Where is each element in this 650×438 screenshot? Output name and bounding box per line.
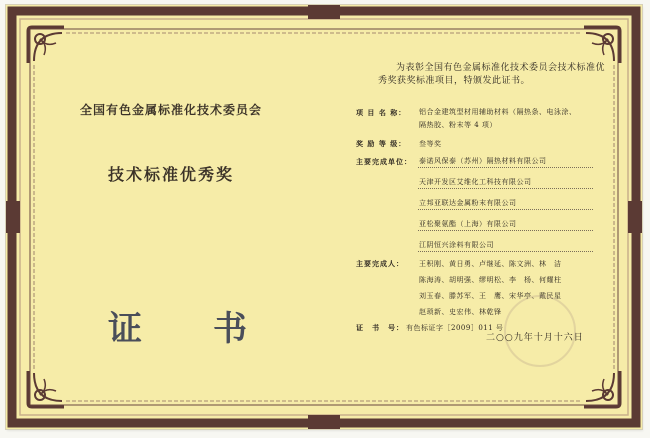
unit-item: 亚松聚氨酯（上海）有限公司	[419, 220, 517, 228]
award-title: 技术标准优秀奖	[107, 165, 234, 184]
unit-item: 天津开发区艾维化工科技有限公司	[419, 178, 532, 186]
corner-ornament-icon	[582, 25, 622, 65]
number-value: 有色标证字［2009］011 号	[406, 324, 504, 332]
corner-ornament-icon	[26, 369, 66, 409]
issue-date: 二○○九年十月十六日	[486, 333, 584, 343]
underline	[418, 209, 593, 210]
corner-ornament-icon	[582, 369, 622, 409]
project-line-1: 铝合金建筑型材用辅助材料（隔热条、电泳涂、	[419, 108, 577, 116]
number-label: 证 书 号：	[356, 323, 404, 332]
project-label: 项 目 名 称：	[356, 108, 407, 117]
units-label: 主要完成单位：	[356, 157, 412, 166]
people-label: 主要完成人：	[356, 259, 404, 268]
certificate-char-1: 证	[108, 309, 142, 349]
people-line: 刘玉春、滕苏军、王 鹰、宋华亭、戴民星	[419, 292, 562, 300]
unit-item: 立邦亚联达金属粉末有限公司	[419, 199, 517, 207]
corner-ornament-icon	[26, 25, 66, 65]
grade-label: 奖 励 等 级：	[356, 139, 407, 148]
organization-name: 全国有色金属标准化技术委员会	[79, 103, 262, 117]
people-line: 赵琐新、史宏伟、林乾锋	[419, 308, 502, 316]
certificate	[6, 5, 642, 429]
project-line-2: 隔热胶、粉末等 4 项）	[419, 121, 497, 129]
people-line: 王积刚、黄日勇、卢继延、陈文洲、林 洁	[419, 260, 562, 268]
underline	[418, 167, 593, 168]
underline	[418, 188, 593, 189]
intro-text: 为表彰全国有色金属标准化技术委员会技术标准优秀奖获奖标准项目，特颁发此证书。	[378, 63, 606, 86]
grade-value: 叁等奖	[419, 140, 442, 148]
people-line: 陈海涛、胡明强、缪明松、李 杨、何耀柱	[419, 276, 562, 284]
underline	[418, 251, 593, 252]
unit-item: 江阴恒兴涂料有限公司	[419, 241, 494, 249]
certificate-char-2: 书	[213, 309, 247, 349]
underline	[418, 230, 593, 231]
unit-item: 泰诺风保泰（苏州）隔热材料有限公司	[419, 157, 547, 165]
